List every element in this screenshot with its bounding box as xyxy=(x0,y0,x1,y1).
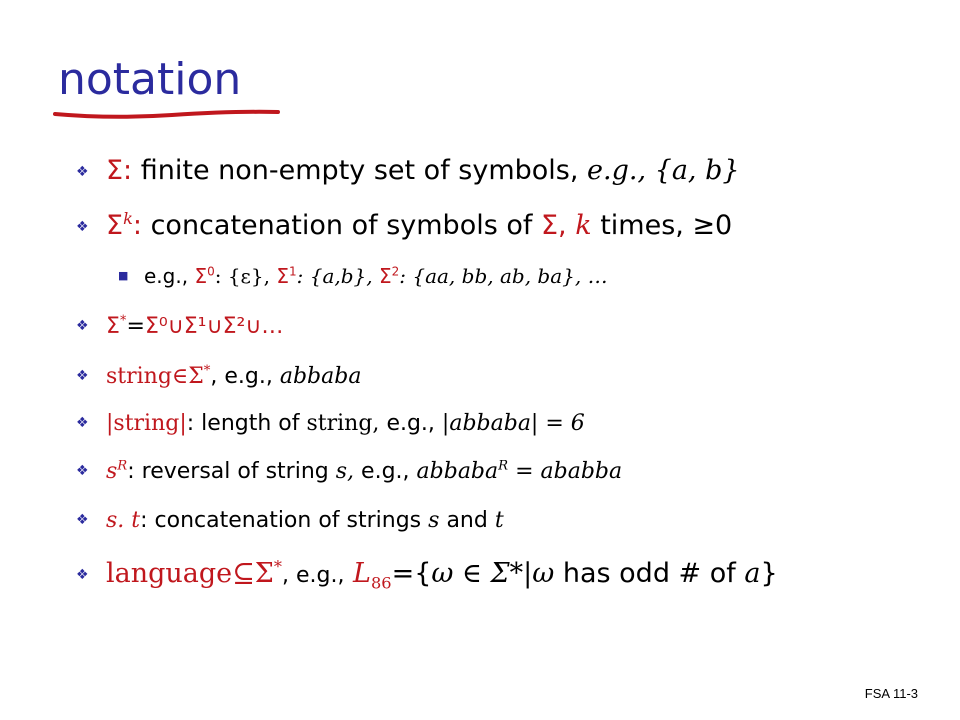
language-name: $L_{86}$ xyxy=(353,558,392,593)
equals-sign: = xyxy=(126,314,145,339)
diamond-bullet-icon: ❖ xyxy=(76,164,89,180)
s-variable: s, xyxy=(335,459,355,484)
set-close: } xyxy=(760,558,778,589)
eg-label: e.g., xyxy=(386,411,435,436)
k-variable: k xyxy=(575,210,592,241)
string-term: string∈Σ* xyxy=(106,363,211,389)
eg-label: e.g., xyxy=(144,264,189,288)
times-text: times, ≥0 xyxy=(600,210,733,241)
language-term: language⊆Σ* xyxy=(106,557,282,589)
and-text: and xyxy=(446,508,488,533)
reversal-result: = ababba xyxy=(515,459,623,484)
sigma-1: $\Sigma^1$ xyxy=(276,264,297,288)
sigma-symbol: Σ, xyxy=(540,210,567,241)
list-item-reversal xyxy=(76,459,622,484)
square-bullet-icon: ■ xyxy=(118,269,129,282)
example-length: |abbaba| = 6 xyxy=(441,411,585,436)
sigma-2: $\Sigma^2$ xyxy=(378,264,400,288)
has-odd-text: has odd # of xyxy=(562,558,736,589)
concat-term: s. t xyxy=(106,508,141,533)
reversal-term: $s^R$ xyxy=(106,458,128,484)
sigma-star: Σ* xyxy=(106,313,127,339)
item-text: : reversal of string xyxy=(127,459,329,484)
item-text: finite non-empty set of symbols, xyxy=(140,155,579,186)
diamond-bullet-icon: ❖ xyxy=(76,463,89,479)
list-item-concatenation xyxy=(76,508,504,533)
item-text: : concatenation of strings xyxy=(140,508,422,533)
diamond-bullet-icon: ❖ xyxy=(76,415,89,431)
list-item-string xyxy=(76,364,361,389)
diamond-bullet-icon: ❖ xyxy=(76,219,89,235)
list-item-sigma xyxy=(76,155,740,186)
sigma-1-value: : {a,b}, xyxy=(296,264,373,288)
s-variable: s xyxy=(428,508,440,533)
reversal-example: abbaba$^R$ xyxy=(416,458,509,484)
sigma-symbol: Σ: xyxy=(106,155,133,186)
sigma-0: $\Sigma^0$ xyxy=(194,264,215,288)
sigma-union: Σ⁰∪Σ¹∪Σ²∪… xyxy=(144,314,284,339)
sigma-k-symbol: $\Sigma^k$: xyxy=(106,209,142,241)
diamond-bullet-icon: ❖ xyxy=(76,567,89,583)
eg-label: , e.g., xyxy=(210,364,273,389)
eg-label: e.g., xyxy=(587,155,647,186)
example-set: {a, b} xyxy=(654,155,740,186)
list-item-length xyxy=(76,411,585,436)
eg-label: , e.g., xyxy=(281,563,345,588)
diamond-bullet-icon: ❖ xyxy=(76,512,89,528)
sub-item-examples xyxy=(118,264,608,288)
item-text: concatenation of symbols of xyxy=(150,210,533,241)
a-variable: a xyxy=(744,558,761,589)
list-item-sigma-star xyxy=(76,314,283,339)
omega-condition: ω ∈ Σ*|ω xyxy=(431,558,555,589)
list-item-sigma-k xyxy=(76,210,732,241)
set-open: ={ xyxy=(391,558,432,589)
slide-number: FSA 11-3 xyxy=(864,686,918,701)
sigma-2-value: : {aa, bb, ab, ba}, … xyxy=(399,264,608,288)
length-term: |string| xyxy=(106,411,187,436)
example-string: abbaba xyxy=(279,364,362,389)
item-text: : length of xyxy=(186,411,300,436)
string-word: string, xyxy=(306,411,380,436)
list-item-language xyxy=(76,557,778,593)
sigma-0-value: : {ε}, xyxy=(214,264,270,288)
diamond-bullet-icon: ❖ xyxy=(76,318,89,334)
slide-title: notation xyxy=(58,54,242,105)
t-variable: t xyxy=(494,508,504,533)
eg-label: e.g., xyxy=(361,459,410,484)
diamond-bullet-icon: ❖ xyxy=(76,368,89,384)
